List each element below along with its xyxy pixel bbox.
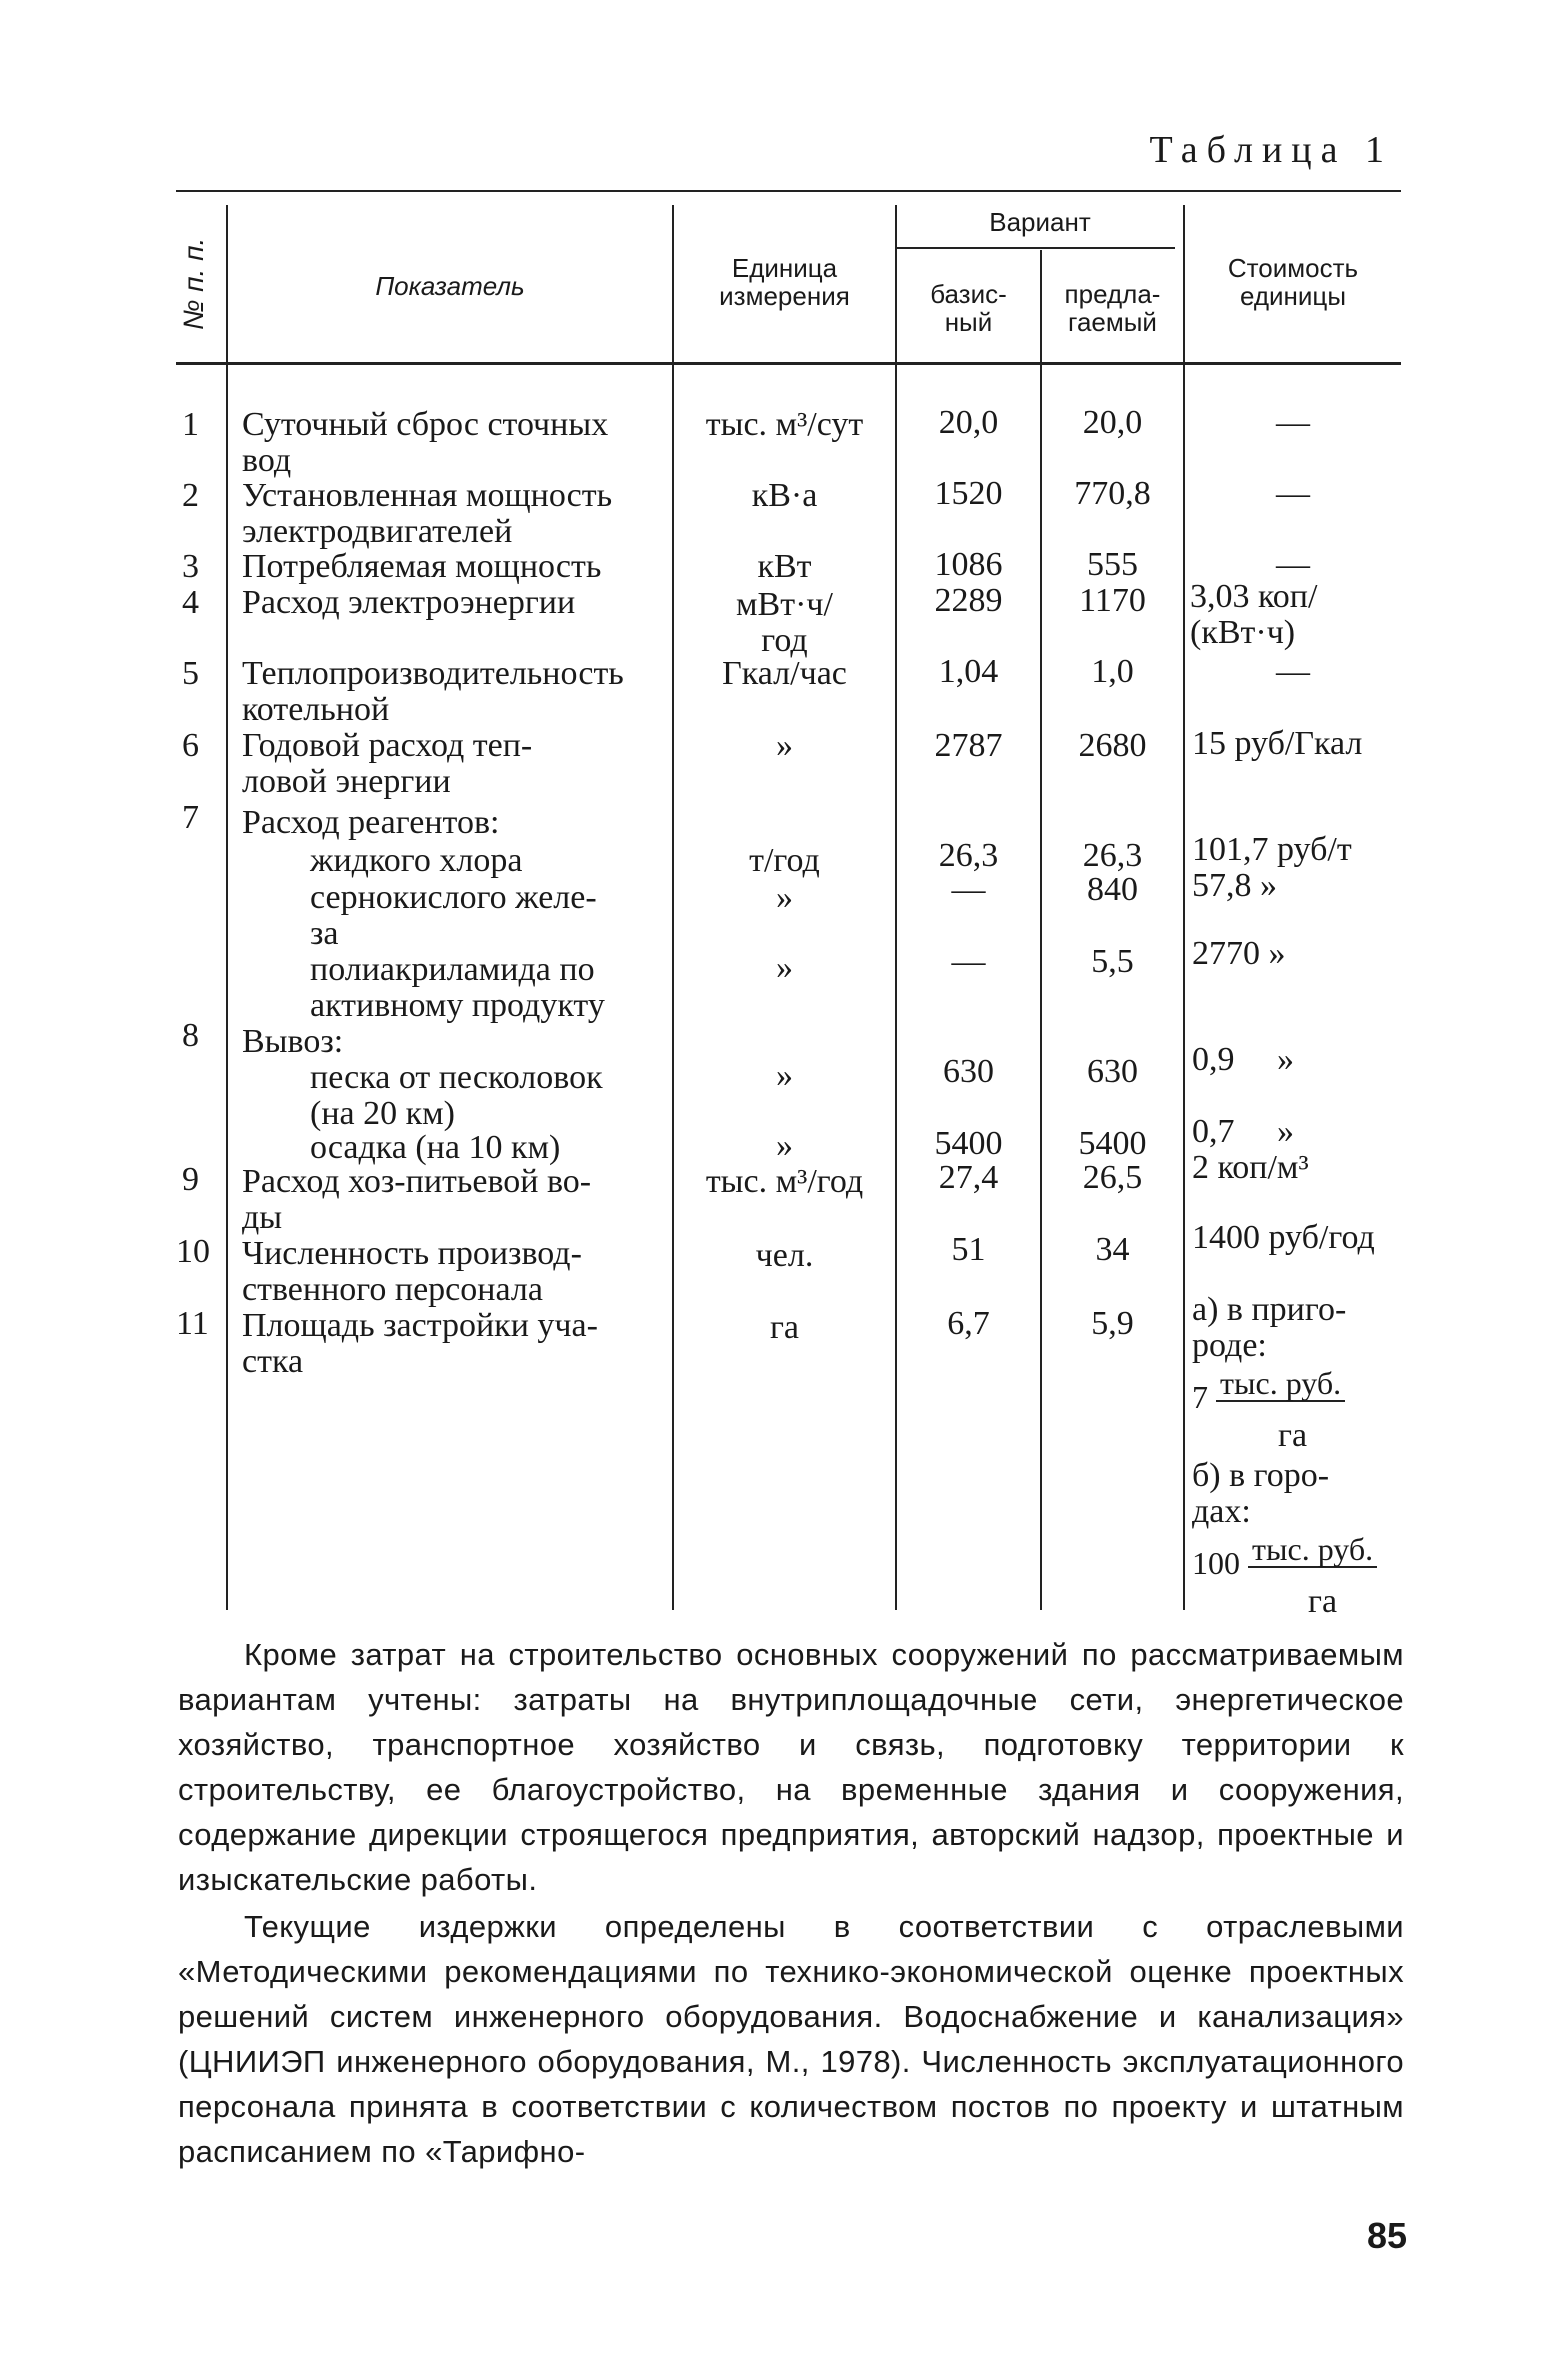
row-basic: 1520	[934, 475, 1003, 512]
sub-basic: 26,3	[938, 837, 999, 874]
row-num: 1	[182, 406, 199, 443]
row-indicator-cont: ственного персонала	[242, 1271, 543, 1308]
row-cost-a: а) в приго-	[1192, 1291, 1347, 1328]
cost-a-fraction	[1192, 1366, 1345, 1414]
header-indicator: Показатель	[375, 271, 525, 301]
row-cost: —	[1276, 404, 1310, 441]
row-proposed: 555	[1087, 546, 1138, 583]
sub-indicator: песка от песколовок	[310, 1059, 603, 1096]
sub-proposed: 26,3	[1082, 837, 1143, 874]
table-caption: Таблица 1	[1149, 129, 1393, 171]
row-unit: мВт·ч/	[736, 586, 833, 623]
row-cost-b: б) в горо-	[1192, 1457, 1330, 1494]
row-unit: тыс. м³/год	[705, 1163, 864, 1200]
header-variant: Вариант	[989, 207, 1091, 237]
row-indicator: Годовой расход теп-	[242, 727, 533, 764]
row-indicator-cont: вод	[242, 442, 292, 479]
row-indicator-cont: электродвигателей	[242, 513, 513, 550]
row-indicator: Расход электроэнергии	[242, 584, 576, 621]
row-indicator: Расход реагентов:	[242, 804, 500, 841]
sub-unit: »	[776, 879, 793, 916]
row-indicator: Численность производ-	[242, 1235, 582, 1272]
row-num: 9	[182, 1161, 199, 1198]
row-num: 8	[182, 1017, 199, 1054]
row-num: 11	[176, 1305, 209, 1342]
cost-a-denominator: га	[1278, 1417, 1308, 1454]
row-proposed: 1170	[1079, 582, 1146, 619]
sub-indicator: полиакриламида по	[310, 951, 595, 988]
sub-unit: »	[776, 949, 793, 986]
row-indicator-cont: ловой энергии	[242, 763, 451, 800]
page-number: 85	[1366, 2215, 1407, 2256]
body-paragraph: Кроме затрат на строительство основных сооружений по рассматриваемым вариантам учтены: затраты на внутриплощадочные сети, энергетическое хозяйство, транспортное хозяйство и связь, подготовку территории к строительству, ее благоустройство, на временные здания и сооружения, содержание дирекции строящегося предприятия, авторский надзор, проектные и изыскательские работы.	[178, 1637, 1404, 1897]
sub-indicator-cont: активному продукту	[310, 987, 605, 1024]
row-basic: 27,4	[938, 1159, 999, 1196]
cost-b-numerator: тыс. руб.	[1248, 1532, 1377, 1568]
row-cost: 1400 руб/год	[1192, 1219, 1375, 1256]
row-unit: кВ·а	[751, 477, 818, 514]
row-cost: —	[1276, 475, 1310, 512]
row-cost-a-cont: роде:	[1192, 1327, 1267, 1364]
header-bottom-rule	[176, 362, 1401, 365]
sub-cost: 0,7 »	[1192, 1113, 1294, 1150]
variant-rule	[895, 247, 1175, 249]
row-cost: —	[1276, 546, 1310, 583]
sub-indicator: сернокислого желе-	[310, 879, 597, 916]
row-basic: 2787	[934, 727, 1003, 764]
row-num: 2	[182, 477, 199, 514]
row-num: 5	[182, 655, 199, 692]
row-indicator: Потребляемая мощность	[242, 548, 602, 585]
header-proposed: предла- гаемый	[1064, 279, 1161, 337]
row-basic: 1086	[934, 546, 1003, 583]
row-indicator-cont: ды	[242, 1199, 283, 1236]
row-proposed: 20,0	[1082, 404, 1143, 441]
row-indicator: Теплопроизводительность	[242, 655, 624, 692]
header-unit: Единица измерения	[719, 253, 850, 311]
col-divider-4	[1040, 250, 1042, 1610]
cost-a-prefix: 7	[1192, 1379, 1208, 1415]
sub-indicator: жидкого хлора	[310, 842, 523, 879]
sub-cost: 0,9 »	[1192, 1041, 1294, 1078]
sub-indicator: осадка (на 10 км)	[310, 1129, 561, 1166]
row-indicator: Вывоз:	[242, 1023, 344, 1060]
row-basic: 51	[951, 1231, 986, 1268]
row-cost: 15 руб/Гкал	[1192, 725, 1363, 762]
row-cost-cont: (кВт·ч)	[1190, 614, 1296, 651]
sub-proposed: 5400	[1078, 1125, 1147, 1162]
sub-indicator-cont: за	[310, 915, 339, 952]
sub-basic: 630	[943, 1053, 994, 1090]
row-basic: 2289	[934, 582, 1003, 619]
row-cost: 2 коп/м³	[1192, 1149, 1309, 1186]
row-proposed: 34	[1095, 1231, 1130, 1268]
sub-cost: 57,8 »	[1192, 867, 1277, 904]
cost-b-denominator: га	[1308, 1583, 1338, 1620]
sub-basic: —	[951, 871, 986, 908]
row-basic: 20,0	[938, 404, 999, 441]
sub-unit: »	[776, 1127, 793, 1164]
row-num: 10	[176, 1233, 210, 1270]
row-unit: »	[776, 727, 793, 764]
row-indicator-cont: котельной	[242, 691, 390, 728]
sub-cost: 2770 »	[1192, 935, 1286, 972]
row-indicator-cont: стка	[242, 1343, 304, 1380]
row-num: 7	[182, 799, 199, 836]
sub-proposed: 630	[1087, 1053, 1138, 1090]
row-cost: —	[1276, 653, 1310, 690]
table-top-rule	[176, 190, 1401, 192]
row-proposed: 26,5	[1082, 1159, 1143, 1196]
row-num: 3	[182, 548, 199, 585]
row-proposed: 5,9	[1091, 1305, 1134, 1342]
cost-a-numerator: тыс. руб.	[1216, 1366, 1345, 1402]
row-unit: Гкал/час	[722, 655, 847, 692]
row-num: 6	[182, 727, 199, 764]
row-proposed: 1,0	[1091, 653, 1134, 690]
row-indicator: Установленная мощность	[242, 477, 613, 514]
row-basic: 1,04	[938, 653, 999, 690]
row-cost: 3,03 коп/	[1190, 578, 1318, 615]
sub-unit: т/год	[749, 842, 820, 879]
row-unit: чел.	[755, 1237, 814, 1274]
row-unit: га	[769, 1309, 800, 1346]
header-cost: Стоимость единицы	[1227, 253, 1359, 311]
sub-proposed: 5,5	[1091, 943, 1134, 980]
row-unit: тыс. м³/сут	[705, 406, 864, 443]
row-indicator: Расход хоз-питьевой во-	[242, 1163, 592, 1200]
cost-b-prefix: 100	[1192, 1545, 1240, 1581]
row-indicator: Площадь застройки уча-	[242, 1307, 598, 1344]
col-divider-1	[226, 205, 228, 1610]
row-num: 4	[182, 584, 199, 621]
row-proposed: 2680	[1078, 727, 1147, 764]
header-basic: базис- ный	[930, 279, 1007, 337]
sub-indicator-cont: (на 20 км)	[310, 1095, 455, 1132]
header-num: № п. п.	[178, 237, 209, 330]
row-unit-cont: год	[761, 622, 808, 659]
row-cost-b-cont: дах:	[1192, 1493, 1251, 1530]
sub-basic: —	[951, 943, 986, 980]
row-proposed: 770,8	[1074, 475, 1151, 512]
sub-cost: 101,7 руб/т	[1192, 831, 1352, 868]
sub-basic: 5400	[934, 1125, 1003, 1162]
body-paragraph: Текущие издержки определены в соответствии с отраслевыми «Методическими рекомендациями по технико-экономической оценке проектных решений систем инженерного оборудования. Водоснабжение и канализация» (ЦНИИЭП инженерного оборудования, М., 1978). Численность эксплуатационного персонала принята в соответствии с количеством постов по проекту и штатным расписанием по «Тарифно-	[178, 1909, 1404, 2169]
row-indicator: Суточный сброс сточных	[242, 406, 609, 443]
sub-unit: »	[776, 1057, 793, 1094]
cost-b-fraction	[1192, 1532, 1377, 1580]
row-basic: 6,7	[947, 1305, 990, 1342]
row-unit: кВт	[757, 548, 812, 585]
sub-proposed: 840	[1087, 871, 1138, 908]
